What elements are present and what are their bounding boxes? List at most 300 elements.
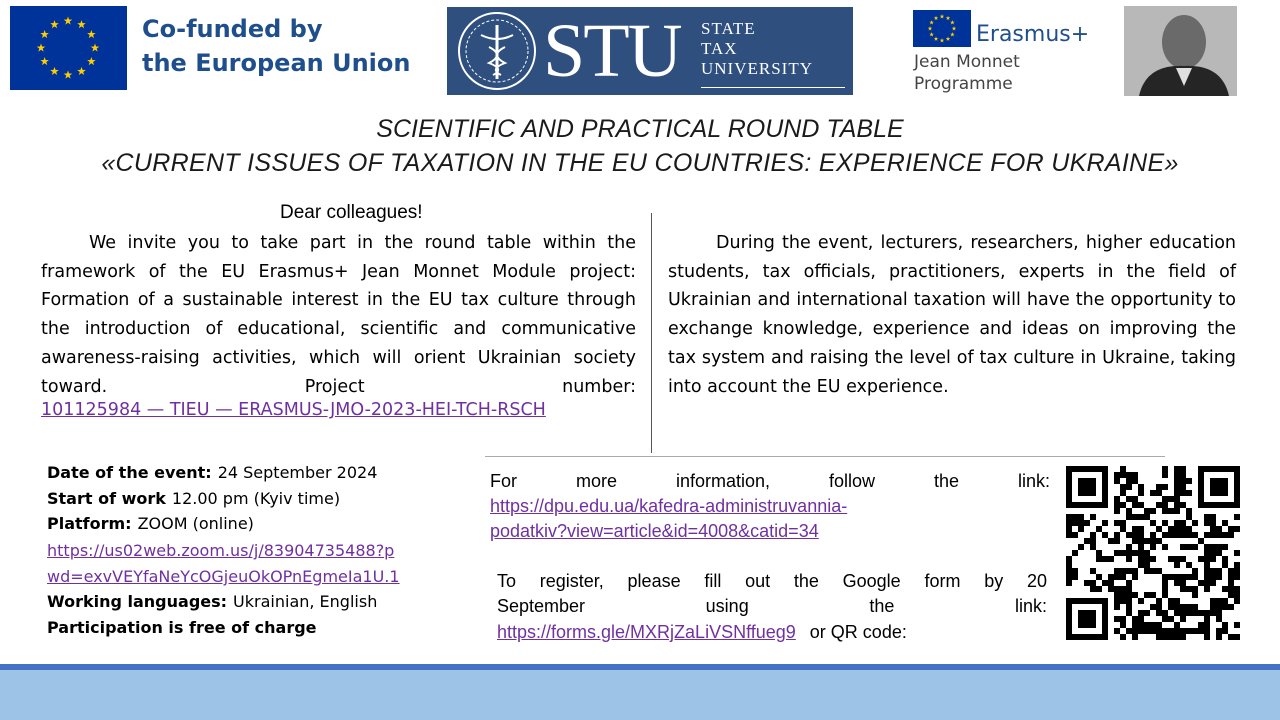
qr-module [1174,496,1180,502]
more-info-link-line-2[interactable]: podatkiv?view=article&id=4008&catid=34 [490,521,819,541]
qr-module [1186,514,1192,520]
jean-monnet-programme-text [914,51,1020,95]
qr-module [1222,544,1228,550]
qr-module [1126,556,1132,562]
qr-module [1234,622,1240,628]
event-date-row [47,462,377,483]
qr-module [1126,568,1132,574]
qr-module [1144,610,1150,616]
qr-module [1192,544,1198,550]
date-value: 24 September 2024 [217,463,378,482]
qr-module [1204,610,1210,616]
qr-module [1174,622,1180,628]
date-label: Date of the event: [47,463,212,482]
qr-module [1216,604,1222,610]
qr-module [1204,556,1210,562]
qr-module [1204,622,1210,628]
qr-module [1198,628,1204,634]
qr-module [1222,556,1228,562]
qr-module [1168,604,1174,610]
qr-module [1180,490,1186,496]
qr-module [1186,508,1192,514]
qr-module [1078,514,1084,520]
qr-module [1114,616,1120,622]
lang-label: Working languages: [47,592,228,611]
eu-line-1: Co-funded by [142,15,323,43]
qr-module [1162,466,1168,472]
eu-star-icon [946,16,951,20]
invitation-paragraph [41,229,636,401]
qr-module [1174,478,1180,484]
qr-module [1216,610,1222,616]
qr-module [1084,520,1090,526]
qr-module [1138,532,1144,538]
eu-stars-icon [10,6,127,90]
qr-module [1120,472,1126,478]
qr-module [1138,538,1144,544]
qr-module [1198,538,1204,544]
qr-module [1138,562,1144,568]
project-number-link[interactable]: 101125984 — TIEU — ERASMUS-JMO-2023-HEI-TCH-RSCH [41,400,546,420]
qr-module [1126,592,1132,598]
qr-module [1174,604,1180,610]
qr-module [1204,514,1210,520]
qr-module [1114,478,1120,484]
qr-module [1168,556,1174,562]
qr-module [1156,628,1162,634]
qr-module [1168,598,1174,604]
stu-underline [701,87,845,88]
qr-module [1132,478,1138,484]
qr-module [1156,538,1162,544]
qr-module [1180,580,1186,586]
qr-module [1120,598,1126,604]
qr-module [1114,592,1120,598]
qr-module [1162,580,1168,586]
qr-module [1126,514,1132,520]
qr-module [1228,532,1234,538]
qr-module [1120,520,1126,526]
qr-module [1132,616,1138,622]
eu-star-icon [40,57,49,65]
qr-module [1132,532,1138,538]
qr-module [1216,598,1222,604]
qr-module [1174,508,1180,514]
qr-module [1180,472,1186,478]
languages-row [47,591,377,612]
qr-module [1144,628,1150,634]
start-value: 12.00 pm (Kyiv time) [171,489,341,508]
lang-value: Ukrainian, English [233,592,378,611]
qr-finder-core [1210,478,1228,496]
qr-module [1132,514,1138,520]
qr-code[interactable] [1066,466,1240,640]
qr-module [1066,568,1072,574]
eu-star-icon [50,20,59,28]
qr-module [1180,628,1186,634]
qr-module [1234,586,1240,592]
qr-module [1120,586,1126,592]
qr-module [1156,568,1162,574]
qr-module [1138,502,1144,508]
qr-module [1222,604,1228,610]
qr-module [1138,484,1144,490]
qr-module [1180,616,1186,622]
qr-module [1120,526,1126,532]
qr-module [1180,526,1186,532]
qr-module [1192,574,1198,580]
qr-module [1138,610,1144,616]
qr-module [1222,532,1228,538]
qr-module [1174,598,1180,604]
qr-module [1108,538,1114,544]
free-label: Participation is free of charge [47,618,317,637]
qr-module [1234,562,1240,568]
qr-module [1084,538,1090,544]
more-info-link-line-1[interactable]: https://dpu.edu.ua/kafedra-administruvannia- [490,496,848,516]
eu-star-icon [64,71,73,79]
qr-module [1120,574,1126,580]
eu-star-icon [934,16,939,20]
qr-module [1210,514,1216,520]
qr-module [1168,628,1174,634]
qr-module [1162,616,1168,622]
qr-module [1204,550,1210,556]
qr-module [1126,508,1132,514]
qr-module [1102,580,1108,586]
qr-module [1114,604,1120,610]
qr-module [1096,556,1102,562]
qr-module [1216,544,1222,550]
qr-module [1162,586,1168,592]
qr-module [1096,574,1102,580]
qr-module [1120,634,1126,640]
qr-module [1120,616,1126,622]
qr-module [1120,484,1126,490]
qr-module [1102,520,1108,526]
jm-line-2: Programme [914,74,1013,94]
erasmus-plus-text: Erasmus+ [976,22,1090,47]
jm-line-1: Jean Monnet [914,52,1020,72]
qr-module [1228,634,1234,640]
qr-module [1186,526,1192,532]
register-link-line [497,620,1057,645]
qr-module [1168,532,1174,538]
qr-module [1216,616,1222,622]
qr-module [1132,538,1138,544]
qr-module [1204,634,1210,640]
qr-module [1126,544,1132,550]
qr-module [1150,532,1156,538]
qr-module [1168,526,1174,532]
register-text-line-1: To register, please fill out the Google form by 20 [497,571,1047,591]
qr-module [1216,568,1222,574]
qr-module [1198,610,1204,616]
qr-module [1132,568,1138,574]
qr-module [1168,616,1174,622]
qr-module [1132,628,1138,634]
zoom-link-line-2[interactable]: wd=exvVEYfaNeYcOGjeuOkOPnEgmeIa1U.1 [47,567,400,586]
qr-module [1126,586,1132,592]
qr-module [1228,592,1234,598]
stu-line-3: UNIVERSITY [701,59,813,78]
qr-module [1156,634,1162,640]
qr-module [1132,634,1138,640]
qr-module [1180,478,1186,484]
caduceus-emblem-icon [451,7,541,95]
platform-row [47,513,254,534]
qr-module [1192,532,1198,538]
qr-module [1114,502,1120,508]
qr-module [1138,616,1144,622]
qr-module [1210,610,1216,616]
qr-module [1186,562,1192,568]
qr-module [1150,592,1156,598]
qr-module [1132,622,1138,628]
event-topic-title: «CURRENT ISSUES OF TAXATION IN THE EU COUNTRIES: EXPERIENCE FOR UKRAINE» [101,149,1179,177]
qr-module [1090,544,1096,550]
qr-module [1162,508,1168,514]
zoom-link-line-1[interactable]: https://us02web.zoom.us/j/83904735488?p [47,541,395,560]
qr-module [1222,562,1228,568]
qr-module [1096,550,1102,556]
qr-module [1090,580,1096,586]
qr-module [1138,514,1144,520]
qr-module [1174,610,1180,616]
qr-module [1108,556,1114,562]
qr-module [1120,622,1126,628]
qr-module [1174,574,1180,580]
qr-module [1150,604,1156,610]
qr-module [1174,472,1180,478]
qr-module [1108,586,1114,592]
google-form-link[interactable]: https://forms.gle/MXRjZaLiVSNffueg9 [497,622,796,642]
eu-star-icon [87,57,96,65]
qr-module [1144,508,1150,514]
qr-module [1114,496,1120,502]
stu-line-2: TAX [701,39,738,58]
qr-module [1126,478,1132,484]
qr-module [1162,532,1168,538]
qr-module [1090,568,1096,574]
qr-module [1114,508,1120,514]
qr-module [1216,550,1222,556]
qr-module [1174,520,1180,526]
qr-module [1228,580,1234,586]
qr-module [1210,598,1216,604]
qr-module [1144,568,1150,574]
qr-module [1144,514,1150,520]
qr-module [1210,568,1216,574]
qr-module [1210,544,1216,550]
qr-module [1174,484,1180,490]
qr-module [1156,490,1162,496]
qr-code-note: or QR code: [809,622,907,642]
qr-module [1162,484,1168,490]
eu-star-icon [50,67,59,75]
qr-module [1132,502,1138,508]
qr-module [1210,520,1216,526]
qr-module [1132,496,1138,502]
footer-band [0,670,1280,720]
qr-module [1180,502,1186,508]
qr-module [1204,568,1210,574]
qr-module [1150,508,1156,514]
qr-module [1204,532,1210,538]
qr-module [1234,598,1240,604]
qr-module [1114,574,1120,580]
qr-module [1234,634,1240,640]
qr-module [1234,550,1240,556]
qr-module [1234,514,1240,520]
stu-full-name [701,19,813,79]
qr-module [1168,634,1174,640]
qr-module [1192,610,1198,616]
qr-finder-core [1078,478,1096,496]
qr-module [1126,550,1132,556]
qr-module [1210,580,1216,586]
qr-module [1168,508,1174,514]
qr-module [1162,634,1168,640]
qr-module [1162,610,1168,616]
qr-module [1174,466,1180,472]
qr-module [1228,604,1234,610]
qr-module [1090,538,1096,544]
qr-module [1174,580,1180,586]
qr-module [1234,592,1240,598]
qr-module [1066,532,1072,538]
qr-code-icon [1066,466,1240,640]
qr-module [1204,562,1210,568]
qr-module [1222,586,1228,592]
qr-module [1222,622,1228,628]
eu-star-icon [928,26,933,30]
qr-module [1162,574,1168,580]
qr-module [1132,574,1138,580]
qr-module [1174,502,1180,508]
qr-module [1210,532,1216,538]
qr-module [1156,604,1162,610]
qr-module [1144,538,1150,544]
qr-module [1138,544,1144,550]
qr-module [1180,634,1186,640]
qr-module [1204,628,1210,634]
eu-star-icon [934,36,939,40]
qr-module [1126,628,1132,634]
qr-module [1066,526,1072,532]
column-divider [651,213,652,453]
start-label: Start of work [47,489,166,508]
qr-module [1180,574,1186,580]
eu-star-icon [37,44,46,52]
qr-module [1126,472,1132,478]
qr-module [1132,526,1138,532]
qr-module [1078,544,1084,550]
qr-module [1126,532,1132,538]
eu-star-icon [64,17,73,25]
qr-module [1162,472,1168,478]
eu-star-icon [40,30,49,38]
qr-module [1210,574,1216,580]
qr-module [1150,520,1156,526]
qr-module [1090,532,1096,538]
qr-module [1168,574,1174,580]
qr-module [1174,562,1180,568]
qr-module [1216,526,1222,532]
qr-module [1126,484,1132,490]
eu-line-2: the European Union [142,49,411,77]
qr-module [1138,490,1144,496]
qr-module [1150,538,1156,544]
qr-module [1180,610,1186,616]
qr-module [1084,580,1090,586]
qr-module [1180,556,1186,562]
qr-module [1132,550,1138,556]
qr-module [1186,490,1192,496]
eu-star-icon [950,20,955,24]
qr-module [1174,628,1180,634]
qr-module [1186,604,1192,610]
qr-module [1156,622,1162,628]
qr-module [1234,526,1240,532]
qr-module [1108,580,1114,586]
qr-module [1192,592,1198,598]
qr-module [1114,550,1120,556]
register-text-line-2: September using the link: [497,596,1047,616]
qr-module [1222,628,1228,634]
stu-abbreviation: STU [543,9,681,93]
eu-cofunded-text [142,12,432,80]
eu-star-icon [929,20,934,24]
qr-module [1192,604,1198,610]
platform-value: ZOOM (online) [137,514,254,533]
qr-module [1138,526,1144,532]
qr-module [1204,520,1210,526]
start-time-row [47,488,340,509]
qr-module [1180,586,1186,592]
qr-module [1180,484,1186,490]
qr-module [1198,580,1204,586]
qr-module [1192,628,1198,634]
qr-module [1174,526,1180,532]
qr-module [1156,484,1162,490]
qr-module [1186,478,1192,484]
qr-module [1132,472,1138,478]
qr-module [1228,574,1234,580]
qr-module [1210,550,1216,556]
qr-module [1150,622,1156,628]
qr-module [1144,550,1150,556]
qr-module [1126,610,1132,616]
qr-module [1186,610,1192,616]
qr-module [1186,544,1192,550]
qr-module [1216,634,1222,640]
qr-module [1066,574,1072,580]
qr-module [1066,556,1072,562]
qr-module [1210,604,1216,610]
qr-module [1216,574,1222,580]
qr-module [1144,556,1150,562]
qr-module [1150,628,1156,634]
qr-module [1204,574,1210,580]
qr-module [1126,598,1132,604]
qr-module [1072,520,1078,526]
qr-module [1162,496,1168,502]
qr-module [1234,574,1240,580]
qr-module [1198,622,1204,628]
event-type-title: SCIENTIFIC AND PRACTICAL ROUND TABLE [376,115,904,143]
qr-module [1138,598,1144,604]
